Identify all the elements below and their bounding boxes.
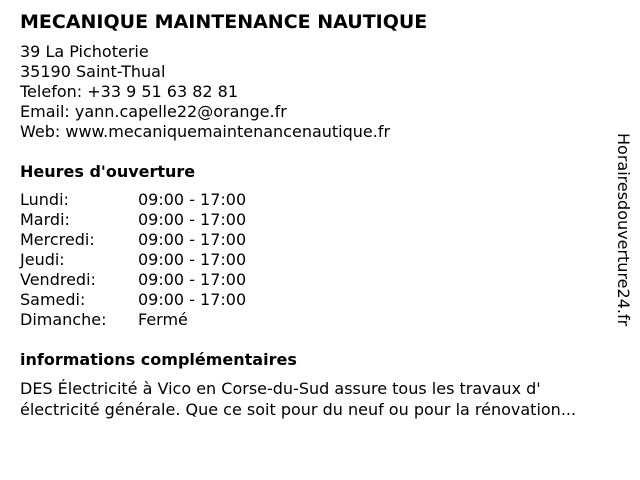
info-heading: informations complémentaires [20,350,297,369]
hours-row-dimanche [20,310,610,330]
email-line: Email: yann.capelle22@orange.fr [20,102,287,121]
hours-row-mercredi [20,230,610,250]
hours-time: 09:00 - 17:00 [138,250,247,269]
hours-day: Dimanche: [20,310,107,329]
hours-day: Jeudi: [20,250,65,269]
hours-heading: Heures d'ouverture [20,162,196,181]
hours-day: Lundi: [20,190,69,209]
hours-time: 09:00 - 17:00 [138,210,247,229]
phone-line: Telefon: +33 9 51 63 82 81 [20,82,239,101]
business-card [20,10,610,420]
hours-time: 09:00 - 17:00 [138,290,247,309]
hours-day: Vendredi: [20,270,96,289]
hours-row-jeudi [20,250,610,270]
hours-time: 09:00 - 17:00 [138,230,247,249]
address-line-1: 39 La Pichoterie [20,42,149,61]
hours-row-vendredi [20,270,610,290]
hours-time: Fermé [138,310,188,329]
hours-row-mardi [20,210,610,230]
info-text: DES Électricité à Vico en Corse-du-Sud assure tous les travaux d' électricité générale. Que ce soit pour du neuf ou pour la rénovation... [20,379,577,419]
hours-row-lundi [20,190,610,210]
hours-time: 09:00 - 17:00 [138,270,247,289]
web-line: Web: www.mecaniquemaintenancenautique.fr [20,122,391,141]
side-brand-watermark: Horairesdouverture24.fr [614,133,633,327]
hours-day: Mardi: [20,210,70,229]
hours-day: Samedi: [20,290,86,309]
business-name: MECANIQUE MAINTENANCE NAUTIQUE [20,11,428,33]
hours-day: Mercredi: [20,230,95,249]
address-line-2: 35190 Saint-Thual [20,62,166,81]
hours-row-samedi [20,290,610,310]
hours-table [20,190,610,330]
contact-block [20,42,610,142]
hours-time: 09:00 - 17:00 [138,190,247,209]
